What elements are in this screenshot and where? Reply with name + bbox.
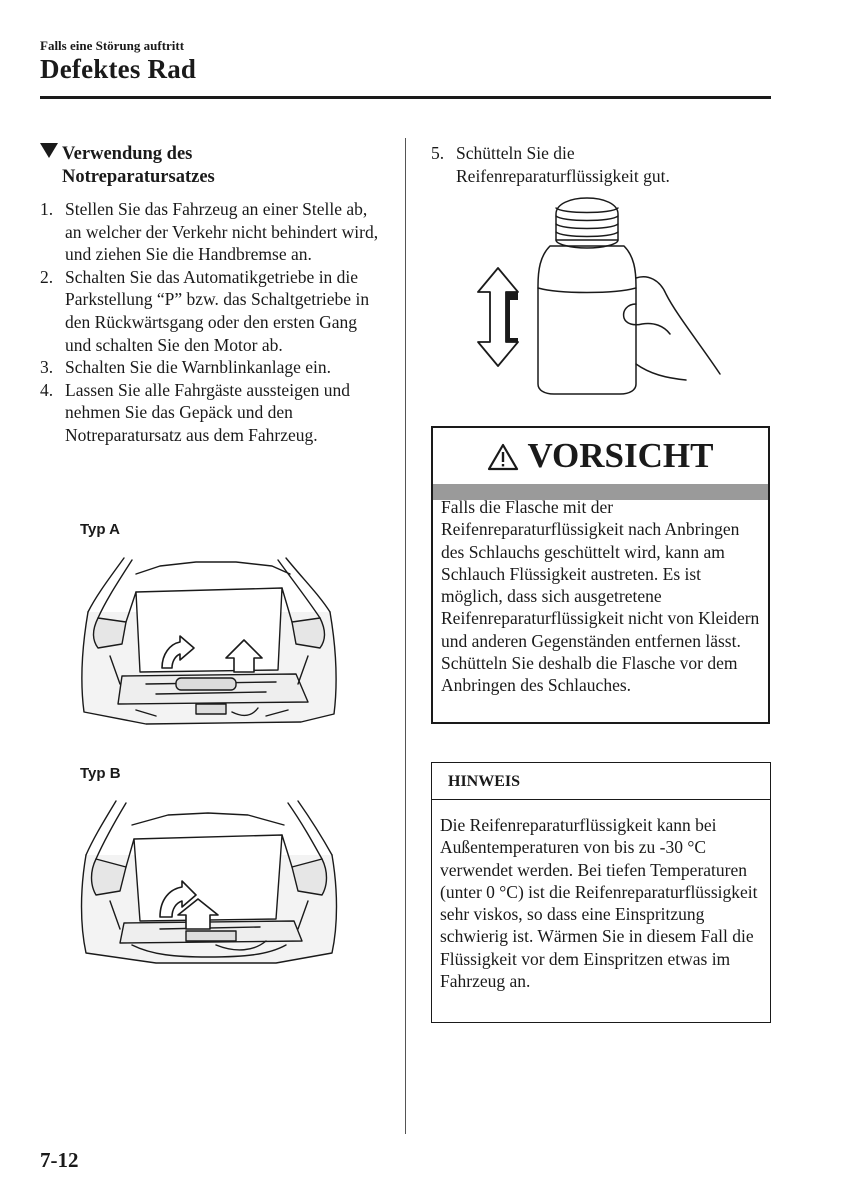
note-box bbox=[431, 762, 771, 1023]
step-text: Schütteln Sie die Reifenreparaturflüssigkeit gut. bbox=[456, 143, 670, 186]
figure-label-type-b: Typ B bbox=[80, 765, 121, 782]
chapter-title: Defektes Rad bbox=[40, 54, 197, 84]
section-heading-line1: Verwendung des bbox=[62, 144, 193, 164]
step-number: 5. bbox=[431, 143, 445, 163]
step-item bbox=[40, 198, 385, 266]
caution-box bbox=[431, 426, 770, 724]
steps-list-continued bbox=[431, 142, 761, 187]
step-item bbox=[40, 266, 385, 356]
step-item bbox=[431, 142, 761, 187]
section-heading-line2: Notreparatursatzes bbox=[62, 167, 215, 187]
figure-label-type-a: Typ A bbox=[80, 521, 120, 538]
running-header: Falls eine Störung auftritt bbox=[40, 38, 185, 53]
steps-list bbox=[40, 198, 385, 447]
step-number: 4. bbox=[40, 379, 54, 400]
note-text: Die Reifenreparaturflüssigkeit kann bei Außentemperaturen von bis zu -30 °C verwendet werden. Bei tiefen Temperaturen (unter 0 °C) ist die Reifenreparaturflüssigkeit sehr viskos, so dass eine Einspritzung schwierig ist. Wärmen Sie in diesem Fall die Flüssigkeit vor dem Einspritzen etwas im Fahrzeug an. bbox=[440, 815, 758, 992]
column-divider bbox=[405, 138, 406, 1134]
step-text: Stellen Sie das Fahrzeug an einer Stelle ab, an welcher der Verkehr nicht behindert wird, und ziehen Sie die Handbremse an. bbox=[65, 199, 379, 265]
step-number: 3. bbox=[40, 357, 54, 378]
trunk-illustration-type-a bbox=[76, 552, 342, 730]
trunk-illustration-type-b bbox=[76, 795, 342, 973]
caution-title: VORSICHT bbox=[527, 436, 714, 475]
bottle-shaking-illustration bbox=[470, 194, 730, 404]
header-rule bbox=[40, 96, 771, 99]
step-item bbox=[40, 379, 385, 447]
step-text: Schalten Sie die Warnblinkanlage ein. bbox=[65, 357, 332, 378]
step-item bbox=[40, 356, 385, 379]
note-title: HINWEIS bbox=[432, 763, 770, 800]
caution-header bbox=[433, 428, 768, 484]
warning-triangle-icon bbox=[487, 443, 519, 471]
step-text: Lassen Sie alle Fahrgäste aussteigen und nehmen Sie das Gepäck und den Notreparatursatz aus dem Fahrzeug. bbox=[65, 379, 350, 445]
caution-text: Falls die Flasche mit der Reifenreparaturflüssigkeit nach Anbringen des Schlauchs geschüttelt wird, kann am Schlauch Flüssigkeit austreten. Es ist möglich, dass sich ausgetretene Reifenreparaturflüssigkeit nicht von Kleidern und anderen Gegenständen entfernen lässt. Schütteln Sie deshalb die Flasche vor dem Anbringen des Schlauches. bbox=[441, 497, 760, 696]
step-text: Schalten Sie das Automatikgetriebe in die Parkstellung “P” bzw. das Schaltgetriebe in den Rückwärtsgang oder den ersten Gang und schalten Sie den Motor ab. bbox=[65, 266, 370, 355]
page-number: 7-12 bbox=[40, 1148, 79, 1172]
step-number: 2. bbox=[40, 266, 54, 287]
section-heading bbox=[40, 143, 385, 189]
step-number: 1. bbox=[40, 199, 54, 219]
triangle-bullet-icon bbox=[40, 143, 58, 158]
